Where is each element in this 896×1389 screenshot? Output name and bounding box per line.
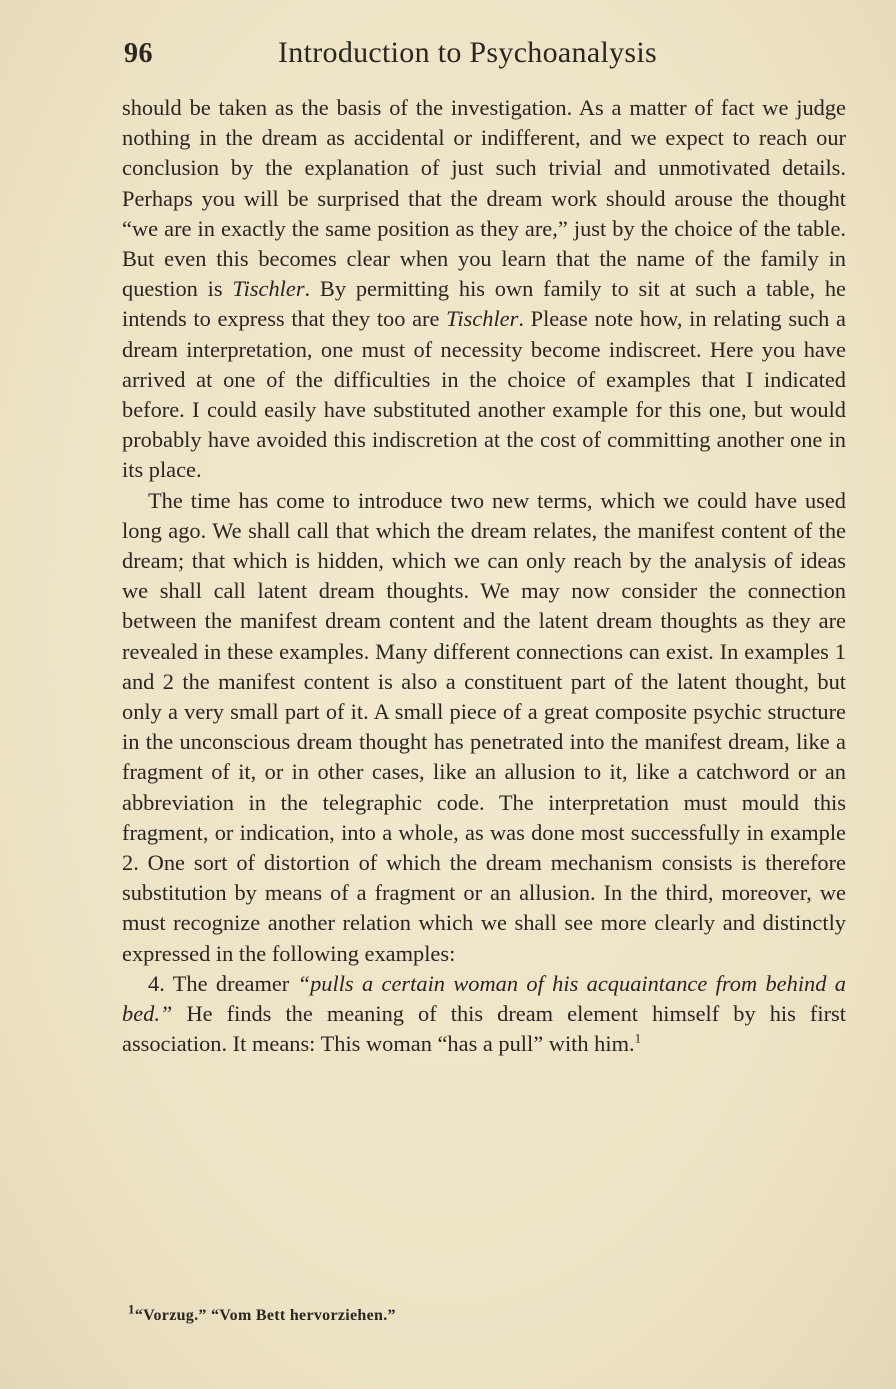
page-number: 96 bbox=[124, 38, 153, 69]
footnote-marker: 1 bbox=[128, 1301, 135, 1317]
paragraph-1 bbox=[122, 93, 846, 486]
paragraph-2: The time has come to introduce two new terms, which we could have used long ago. We shall call that which the dream relates, the manifest content of the dream; that which is hidden, which we can only reach by the analysis of ideas we shall call latent dream thoughts. We may now consider the connection between the manifest dream content and the latent dream thoughts as they are revealed in these examples. Many different connections can exist. In examples 1 and 2 the manifest content is also a constituent part of the latent thought, but only a very small part of it. A small piece of a great composite psychic structure in the unconscious dream thought has penetrated into the manifest dream, like a fragment of it, or in other cases, like an allusion to it, like a catchword or an abbreviation in the telegraphic code. The interpretation must mould this fragment, or indication, into a whole, as was done most successfully in example 2. One sort of distortion of which the dream mechanism consists is therefore substitution by means of a fragment or an allusion. In the third, moreover, we must recognize another relation which we shall see more clearly and distinctly expressed in the following examples: bbox=[122, 487, 846, 966]
dream-quote: “pulls a certain woman of his acquaintance from behind a bed.” bbox=[122, 970, 846, 1027]
running-header bbox=[124, 34, 844, 78]
footnote-text: “Vorzug.” “Vom Bett hervorziehen.” bbox=[134, 1307, 396, 1324]
body-text bbox=[122, 93, 846, 1060]
paragraph-3 bbox=[122, 969, 846, 1060]
paragraph-1-text: should be taken as the basis of the investigation. As a matter of fact we judge nothing in the dream as accidental or indifferent, and we expect to reach our conclusion by the explanation of just such trivial and unmotivated details. Perhaps you will be surprised that the dream work should arouse the thought “we are in exactly the same position as they are,” just by the choice of the table. But even this becomes clear when you learn that the name of the family in question is bbox=[122, 95, 846, 302]
footnote-reference: 1 bbox=[634, 1030, 642, 1046]
emphasis-tischler-1: Tischler bbox=[232, 276, 305, 302]
paragraph-1-mid: . By permitting his own family to sit at such a table, he intends to express that they too are bbox=[122, 276, 846, 332]
paragraph-3-start: 4. The dreamer bbox=[148, 970, 290, 996]
paragraph-3-end: He finds the meaning of this dream element himself by his first association. It means: This woman “has a pull” with him. bbox=[122, 1001, 846, 1057]
footnote bbox=[128, 1301, 828, 1325]
running-title: Introduction to Psychoanalysis bbox=[278, 36, 657, 69]
emphasis-tischler-2: Tischler bbox=[446, 306, 519, 332]
paragraph-1-end: . Please note how, in relating such a dream interpretation, one must of necessity become indiscreet. Here you have arrived at one of the difficulties in the choice of examples that I indicated before. I could easily have substituted another example for this one, but would probably have avoided this indiscretion at the cost of committing another one in its place. bbox=[122, 306, 846, 483]
